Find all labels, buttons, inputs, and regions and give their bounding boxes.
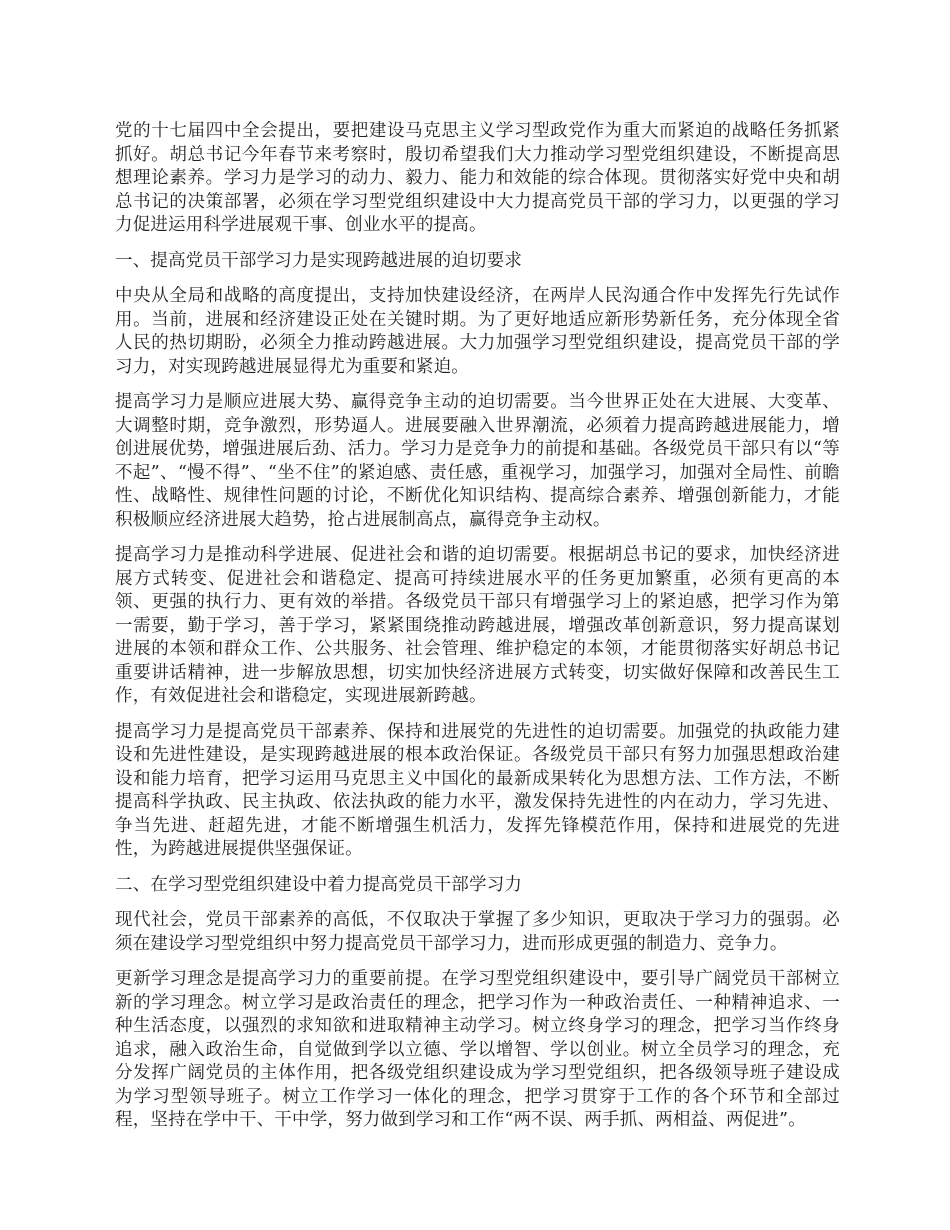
paragraph-intro: 党的十七届四中全会提出，要把建设马克思主义学习型政党作为重大而紧迫的战略任务抓紧抓好。胡总书记今年春节来考察时，殷切希望我们大力推动学习型党组织建设，不断提高思想理论素养。学习力是学习的动力、毅力、能力和效能的综合体现。贯彻落实好党中央和胡总书记的决策部署，必须在学习型党组织建设中大力提高党员干部的学习力，以更强的学习力促进运用科学进展观干事、创业水平的提高。 <box>115 121 840 235</box>
paragraph: 提高学习力是推动科学进展、促进社会和谐的迫切需要。根据胡总书记的要求，加快经济进展方式转变、促进社会和谐稳定、提高可持续进展水平的任务更加繁重，必须有更高的本领、更强的执行力、更有效的举措。各级党员干部只有增强学习上的紧迫感，把学习作为第一需要，勤于学习，善于学习，紧紧围绕推动跨越进展，增强改革创新意识，努力提高谋划进展的本领和群众工作、公共服务、社会管理、维护稳定的本领，才能贯彻落实好胡总书记重要讲话精神，进一步解放思想，切实加快经济进展方式转变，切实做好保障和改善民生工作，有效促进社会和谐稳定，实现进展新跨越。 <box>115 545 840 706</box>
section-heading-1: 一、提高党员干部学习力是实现跨越进展的迫切要求 <box>115 250 523 271</box>
paragraph: 更新学习理念是提高学习力的重要前提。在学习型党组织建设中，要引导广阔党员干部树立新的学习理念。树立学习是政治责任的理念，把学习作为一种政治责任、一种精神追求、一种生活态度，以强烈的求知欲和进取精神主动学习。树立终身学习的理念，把学习当作终身追求，融入政治生命，自觉做到学以立德、学以增智、学以创业。树立全员学习的理念，充分发挥广阔党员的主体作用，把各级党组织建设成为学习型党组织，把各级领导班子建设成为学习型领导班子。树立工作学习一体化的理念，把学习贯穿于工作的各个环节和全部过程，坚持在学中干、干中学，努力做到学习和工作“两不误、两手抓、两相益、两促进”。 <box>115 969 840 1130</box>
section-heading-2: 二、在学习型党组织建设中着力提高党员干部学习力 <box>115 874 523 895</box>
paragraph: 提高学习力是提高党员干部素养、保持和进展党的先进性的迫切需要。加强党的执政能力建设和先进性建设，是实现跨越进展的根本政治保证。各级党员干部只有努力加强思想政治建设和能力培育，把学习运用马克思主义中国化的最新成果转化为思想方法、工作方法，不断提高科学执政、民主执政、依法执政的能力水平，激发保持先进性的内在动力，学习先进、争当先进、赶超先进，才能不断增强生机活力，发挥先锋模范作用，保持和进展党的先进性，为跨越进展提供坚强保证。 <box>115 721 840 859</box>
document-body <box>115 120 840 1145</box>
paragraph: 中央从全局和战略的高度提出，支持加快建设经济，在两岸人民沟通合作中发挥先行先试作用。当前，进展和经济建设正处在关键时期。为了更好地适应新形势新任务，充分体现全省人民的热切期盼，必须全力推动跨越进展。大力加强学习型党组织建设，提高党员干部的学习力，对实现跨越进展显得尤为重要和紧迫。 <box>115 286 840 377</box>
paragraph: 现代社会，党员干部素养的高低，不仅取决于掌握了多少知识，更取决于学习力的强弱。必须在建设学习型党组织中努力提高党员干部学习力，进而形成更强的制造力、竞争力。 <box>115 910 840 954</box>
paragraph: 提高学习力是顺应进展大势、赢得竞争主动的迫切需要。当今世界正处在大进展、大变革、大调整时期，竞争激烈，形势逼人。进展要融入世界潮流，必须着力提高跨越进展能力，增创进展优势，增强进展后劲、活力。学习力是竞争力的前提和基础。各级党员干部只有以“等不起”、“慢不得”、“坐不住”的紧迫感、责任感，重视学习，加强学习，加强对全局性、前瞻性、战略性、规律性问题的讨论，不断优化知识结构、提高综合素养、增强创新能力，才能积极顺应经济进展大趋势，抢占进展制高点，赢得竞争主动权。 <box>115 392 840 530</box>
